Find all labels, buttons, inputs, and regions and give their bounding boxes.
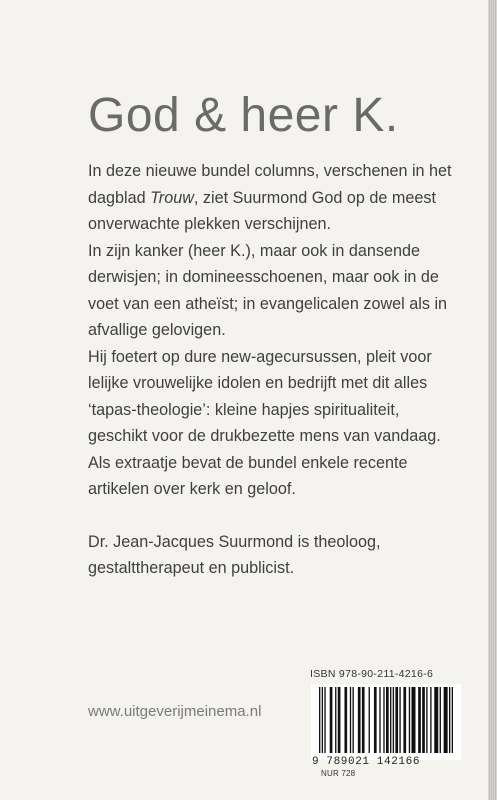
barcode-bar — [452, 687, 453, 753]
spacer — [88, 503, 460, 529]
barcode-bar — [418, 687, 421, 753]
barcode-bar — [350, 687, 351, 753]
barcode-bar — [393, 687, 394, 753]
barcode-bar — [403, 687, 406, 753]
barcode-bar — [386, 687, 389, 753]
barcode-bars — [311, 684, 461, 754]
blurb-p1-end: , ziet Suurmond God op de meest onverwachte plekken verschijnen. — [88, 188, 436, 233]
barcode-bar — [430, 687, 431, 753]
barcode-bar — [344, 687, 347, 753]
blurb-paragraph-1 — [88, 158, 460, 238]
barcode-bar — [395, 687, 398, 753]
barcode-bar — [440, 687, 441, 753]
author-name: Dr. Jean-Jacques Suurmond — [88, 532, 294, 551]
barcode-bar — [422, 687, 425, 753]
barcode — [311, 684, 461, 760]
blurb-paragraph-3: Hij foetert op dure new-agecursussen, pleit voor lelijke vrouwelijke idolen en bedrijft met dit alles ‘tapas-theologie’: kleine hapjes spiritualiteit, geschikt voor de drukbezette mens van vandaag. — [88, 347, 441, 445]
blurb-paragraph-2: In zijn kanker (heer K.), maar ook in dansende derwisjen; in domineesschoenen, maar ook in de voet van een atheïst; in evangelicalen zowel als in afvallige gelovigen. — [88, 241, 448, 339]
barcode-bar — [426, 687, 427, 753]
barcode-bar — [358, 687, 361, 753]
blurb-paragraph-4: Als extraatje bevat de bundel enkele recente artikelen over kerk en geloof. — [88, 453, 408, 498]
barcode-bar — [399, 687, 400, 753]
barcode-bar — [335, 687, 336, 753]
barcode-bar — [353, 687, 354, 753]
barcode-bar — [409, 687, 410, 753]
barcode-bar — [390, 687, 391, 753]
isbn-label: ISBN 978-90-211-4216-6 — [310, 668, 434, 680]
blurb-p1-start: In deze nieuwe bundel columns, verschenen in het dagblad — [88, 162, 452, 207]
blurb — [88, 158, 460, 582]
barcode-bar — [319, 687, 320, 753]
barcode-bar — [379, 687, 380, 753]
barcode-bar — [330, 687, 333, 753]
barcode-bar — [434, 687, 438, 753]
nur-code: NUR 728 — [321, 769, 356, 778]
barcode-bar — [338, 687, 341, 753]
barcode-bar — [322, 687, 323, 753]
newspaper-name: Trouw — [150, 188, 194, 207]
author-bio — [88, 529, 460, 582]
page-edge — [488, 0, 497, 800]
barcode-bar — [411, 687, 415, 753]
book-title: God & heer K. — [88, 89, 399, 142]
barcode-bar — [362, 687, 365, 753]
author-description: is theoloog, gestalttherapeut en publicist. — [88, 532, 381, 577]
barcode-bar — [369, 687, 370, 753]
barcode-digits: 9 789021 142166 — [312, 756, 421, 768]
barcode-bar — [449, 687, 450, 753]
barcode-bar — [444, 687, 448, 753]
barcode-bar — [374, 687, 377, 753]
publisher-website: www.uitgeverijmeinema.nl — [88, 703, 262, 720]
barcode-bar — [383, 687, 384, 753]
barcode-bar — [324, 687, 325, 753]
